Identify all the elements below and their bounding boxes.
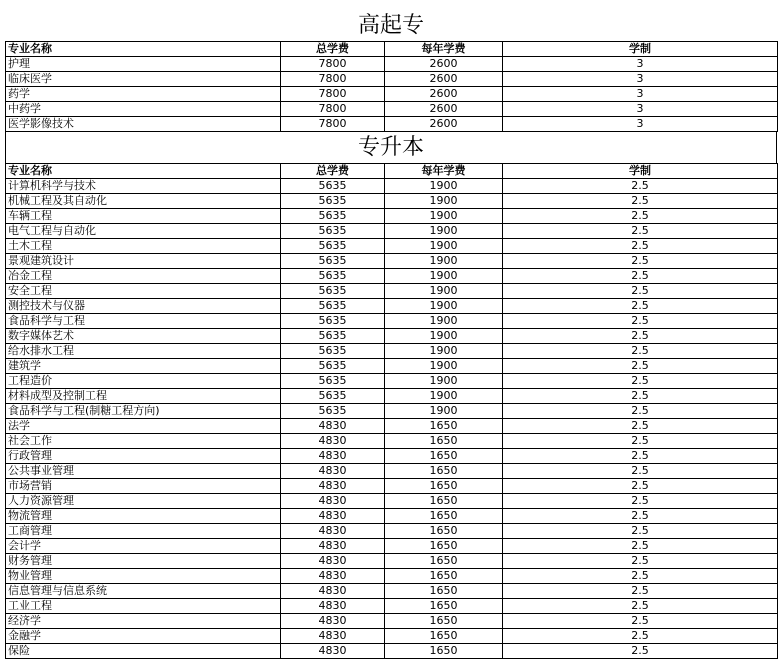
annual-fee: 1650 bbox=[385, 644, 503, 659]
study-years: 2.5 bbox=[503, 389, 778, 404]
column-header: 专业名称 bbox=[6, 164, 281, 179]
major-name: 财务管理 bbox=[6, 554, 281, 569]
study-years: 2.5 bbox=[503, 179, 778, 194]
study-years: 2.5 bbox=[503, 194, 778, 209]
total-fee: 5635 bbox=[281, 299, 385, 314]
major-name: 物流管理 bbox=[6, 509, 281, 524]
table-row bbox=[6, 374, 778, 389]
annual-fee: 1900 bbox=[385, 269, 503, 284]
total-fee: 4830 bbox=[281, 569, 385, 584]
fee-table bbox=[5, 163, 778, 659]
annual-fee: 1650 bbox=[385, 599, 503, 614]
major-name: 医学影像技术 bbox=[6, 117, 281, 132]
major-name: 中药学 bbox=[6, 102, 281, 117]
major-name: 经济学 bbox=[6, 614, 281, 629]
major-name: 计算机科学与技术 bbox=[6, 179, 281, 194]
column-header: 总学费 bbox=[281, 42, 385, 57]
major-name: 工程造价 bbox=[6, 374, 281, 389]
study-years: 2.5 bbox=[503, 479, 778, 494]
study-years: 2.5 bbox=[503, 539, 778, 554]
total-fee: 5635 bbox=[281, 389, 385, 404]
total-fee: 4830 bbox=[281, 494, 385, 509]
study-years: 2.5 bbox=[503, 269, 778, 284]
total-fee: 7800 bbox=[281, 57, 385, 72]
major-name: 物业管理 bbox=[6, 569, 281, 584]
total-fee: 4830 bbox=[281, 449, 385, 464]
study-years: 2.5 bbox=[503, 254, 778, 269]
annual-fee: 1900 bbox=[385, 374, 503, 389]
column-header: 学制 bbox=[503, 42, 778, 57]
total-fee: 4830 bbox=[281, 554, 385, 569]
total-fee: 5635 bbox=[281, 269, 385, 284]
column-header: 每年学费 bbox=[385, 164, 503, 179]
study-years: 2.5 bbox=[503, 509, 778, 524]
table-row bbox=[6, 329, 778, 344]
major-name: 公共事业管理 bbox=[6, 464, 281, 479]
study-years: 2.5 bbox=[503, 209, 778, 224]
study-years: 2.5 bbox=[503, 464, 778, 479]
table-row bbox=[6, 224, 778, 239]
annual-fee: 1900 bbox=[385, 389, 503, 404]
study-years: 2.5 bbox=[503, 404, 778, 419]
major-name: 电气工程与自动化 bbox=[6, 224, 281, 239]
table-row bbox=[6, 269, 778, 284]
section-title: 高起专 bbox=[357, 13, 424, 38]
annual-fee: 1900 bbox=[385, 404, 503, 419]
header-row bbox=[6, 164, 778, 179]
table-row bbox=[6, 584, 778, 599]
major-name: 市场营销 bbox=[6, 479, 281, 494]
study-years: 2.5 bbox=[503, 524, 778, 539]
table-row bbox=[6, 599, 778, 614]
table-row bbox=[6, 629, 778, 644]
table-row bbox=[6, 117, 778, 132]
annual-fee: 2600 bbox=[385, 87, 503, 102]
study-years: 3 bbox=[503, 57, 778, 72]
major-name: 工商管理 bbox=[6, 524, 281, 539]
annual-fee: 1650 bbox=[385, 569, 503, 584]
major-name: 行政管理 bbox=[6, 449, 281, 464]
major-name: 食品科学与工程 bbox=[6, 314, 281, 329]
major-name: 护理 bbox=[6, 57, 281, 72]
annual-fee: 1650 bbox=[385, 449, 503, 464]
total-fee: 4830 bbox=[281, 614, 385, 629]
study-years: 2.5 bbox=[503, 299, 778, 314]
table-row bbox=[6, 524, 778, 539]
table-row bbox=[6, 434, 778, 449]
annual-fee: 1900 bbox=[385, 179, 503, 194]
study-years: 2.5 bbox=[503, 329, 778, 344]
total-fee: 5635 bbox=[281, 284, 385, 299]
total-fee: 7800 bbox=[281, 117, 385, 132]
total-fee: 4830 bbox=[281, 584, 385, 599]
total-fee: 5635 bbox=[281, 344, 385, 359]
major-name: 金融学 bbox=[6, 629, 281, 644]
major-name: 药学 bbox=[6, 87, 281, 102]
annual-fee: 2600 bbox=[385, 117, 503, 132]
annual-fee: 1650 bbox=[385, 524, 503, 539]
section-title: 专升本 bbox=[5, 132, 777, 163]
table-row bbox=[6, 419, 778, 434]
study-years: 2.5 bbox=[503, 374, 778, 389]
annual-fee: 1650 bbox=[385, 479, 503, 494]
table-row bbox=[6, 239, 778, 254]
annual-fee: 1650 bbox=[385, 539, 503, 554]
study-years: 3 bbox=[503, 72, 778, 87]
major-name: 社会工作 bbox=[6, 434, 281, 449]
column-header: 专业名称 bbox=[6, 42, 281, 57]
study-years: 2.5 bbox=[503, 314, 778, 329]
annual-fee: 2600 bbox=[385, 72, 503, 87]
annual-fee: 1650 bbox=[385, 419, 503, 434]
table-row bbox=[6, 87, 778, 102]
table-row bbox=[6, 494, 778, 509]
total-fee: 7800 bbox=[281, 102, 385, 117]
table-row bbox=[6, 254, 778, 269]
total-fee: 5635 bbox=[281, 374, 385, 389]
total-fee: 4830 bbox=[281, 599, 385, 614]
major-name: 冶金工程 bbox=[6, 269, 281, 284]
study-years: 2.5 bbox=[503, 494, 778, 509]
major-name: 保险 bbox=[6, 644, 281, 659]
major-name: 会计学 bbox=[6, 539, 281, 554]
study-years: 3 bbox=[503, 102, 778, 117]
study-years: 2.5 bbox=[503, 614, 778, 629]
total-fee: 5635 bbox=[281, 224, 385, 239]
table-row bbox=[6, 449, 778, 464]
total-fee: 5635 bbox=[281, 404, 385, 419]
table-row bbox=[6, 284, 778, 299]
study-years: 2.5 bbox=[503, 239, 778, 254]
study-years: 2.5 bbox=[503, 584, 778, 599]
column-header: 总学费 bbox=[281, 164, 385, 179]
column-header: 学制 bbox=[503, 164, 778, 179]
total-fee: 5635 bbox=[281, 329, 385, 344]
total-fee: 4830 bbox=[281, 629, 385, 644]
total-fee: 4830 bbox=[281, 464, 385, 479]
total-fee: 4830 bbox=[281, 524, 385, 539]
annual-fee: 1900 bbox=[385, 284, 503, 299]
total-fee: 5635 bbox=[281, 359, 385, 374]
table-row bbox=[6, 644, 778, 659]
study-years: 2.5 bbox=[503, 344, 778, 359]
major-name: 工业工程 bbox=[6, 599, 281, 614]
annual-fee: 1650 bbox=[385, 464, 503, 479]
study-years: 2.5 bbox=[503, 599, 778, 614]
table-row bbox=[6, 57, 778, 72]
major-name: 人力资源管理 bbox=[6, 494, 281, 509]
annual-fee: 1900 bbox=[385, 224, 503, 239]
table-row bbox=[6, 344, 778, 359]
table-row bbox=[6, 389, 778, 404]
annual-fee: 1650 bbox=[385, 434, 503, 449]
annual-fee: 1900 bbox=[385, 344, 503, 359]
major-name: 安全工程 bbox=[6, 284, 281, 299]
fee-sheet bbox=[5, 10, 777, 659]
table-row bbox=[6, 72, 778, 87]
table-row bbox=[6, 614, 778, 629]
study-years: 2.5 bbox=[503, 359, 778, 374]
table-row bbox=[6, 314, 778, 329]
annual-fee: 1650 bbox=[385, 509, 503, 524]
annual-fee: 1900 bbox=[385, 359, 503, 374]
annual-fee: 1650 bbox=[385, 494, 503, 509]
major-name: 法学 bbox=[6, 419, 281, 434]
annual-fee: 1650 bbox=[385, 629, 503, 644]
major-name: 测控技术与仪器 bbox=[6, 299, 281, 314]
major-name: 临床医学 bbox=[6, 72, 281, 87]
major-name: 食品科学与工程(制糖工程方向) bbox=[6, 404, 281, 419]
major-name: 景观建筑设计 bbox=[6, 254, 281, 269]
study-years: 3 bbox=[503, 117, 778, 132]
total-fee: 5635 bbox=[281, 314, 385, 329]
table-row bbox=[6, 554, 778, 569]
column-header: 每年学费 bbox=[385, 42, 503, 57]
header-row bbox=[6, 42, 778, 57]
study-years: 2.5 bbox=[503, 284, 778, 299]
major-name: 材料成型及控制工程 bbox=[6, 389, 281, 404]
annual-fee: 1900 bbox=[385, 209, 503, 224]
total-fee: 5635 bbox=[281, 254, 385, 269]
total-fee: 5635 bbox=[281, 239, 385, 254]
annual-fee: 1900 bbox=[385, 194, 503, 209]
annual-fee: 1650 bbox=[385, 584, 503, 599]
total-fee: 7800 bbox=[281, 72, 385, 87]
study-years: 2.5 bbox=[503, 644, 778, 659]
annual-fee: 1650 bbox=[385, 614, 503, 629]
major-name: 数字媒体艺术 bbox=[6, 329, 281, 344]
total-fee: 5635 bbox=[281, 194, 385, 209]
table-row bbox=[6, 569, 778, 584]
study-years: 2.5 bbox=[503, 419, 778, 434]
table-row bbox=[6, 464, 778, 479]
total-fee: 4830 bbox=[281, 434, 385, 449]
total-fee: 4830 bbox=[281, 479, 385, 494]
study-years: 2.5 bbox=[503, 449, 778, 464]
study-years: 2.5 bbox=[503, 569, 778, 584]
major-name: 建筑学 bbox=[6, 359, 281, 374]
table-row bbox=[6, 479, 778, 494]
annual-fee: 1650 bbox=[385, 554, 503, 569]
total-fee: 4830 bbox=[281, 509, 385, 524]
table-row bbox=[6, 102, 778, 117]
table-row bbox=[6, 404, 778, 419]
fee-table bbox=[5, 41, 778, 132]
study-years: 2.5 bbox=[503, 629, 778, 644]
total-fee: 5635 bbox=[281, 179, 385, 194]
annual-fee: 2600 bbox=[385, 57, 503, 72]
major-name: 给水排水工程 bbox=[6, 344, 281, 359]
annual-fee: 2600 bbox=[385, 102, 503, 117]
annual-fee: 1900 bbox=[385, 254, 503, 269]
major-name: 车辆工程 bbox=[6, 209, 281, 224]
table-row bbox=[6, 179, 778, 194]
table-row bbox=[6, 509, 778, 524]
major-name: 机械工程及其自动化 bbox=[6, 194, 281, 209]
study-years: 2.5 bbox=[503, 224, 778, 239]
total-fee: 4830 bbox=[281, 539, 385, 554]
total-fee: 5635 bbox=[281, 209, 385, 224]
table-row bbox=[6, 194, 778, 209]
annual-fee: 1900 bbox=[385, 239, 503, 254]
study-years: 2.5 bbox=[503, 434, 778, 449]
total-fee: 7800 bbox=[281, 87, 385, 102]
table-row bbox=[6, 539, 778, 554]
major-name: 土木工程 bbox=[6, 239, 281, 254]
annual-fee: 1900 bbox=[385, 314, 503, 329]
table-row bbox=[6, 359, 778, 374]
table-row bbox=[6, 209, 778, 224]
total-fee: 4830 bbox=[281, 644, 385, 659]
major-name: 信息管理与信息系统 bbox=[6, 584, 281, 599]
study-years: 2.5 bbox=[503, 554, 778, 569]
annual-fee: 1900 bbox=[385, 299, 503, 314]
study-years: 3 bbox=[503, 87, 778, 102]
total-fee: 4830 bbox=[281, 419, 385, 434]
table-row bbox=[6, 299, 778, 314]
annual-fee: 1900 bbox=[385, 329, 503, 344]
